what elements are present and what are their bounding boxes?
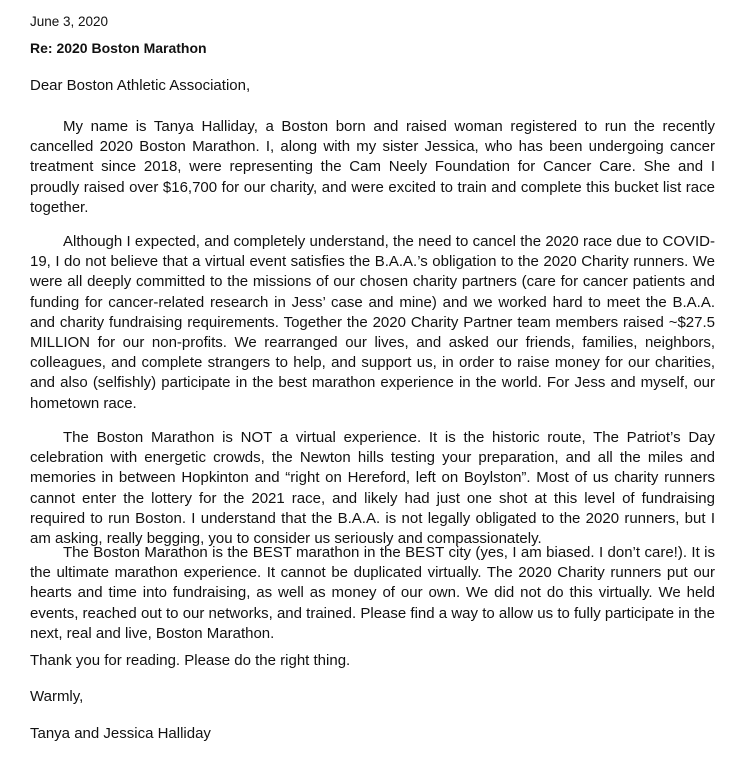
paragraph-fundraising: Although I expected, and completely understand, the need to cancel the 2020 race due to COVID-19, I do not believe that a virtual event satisfies the B.A.A.’s obligation to the 2020 Charity runners. We were all deeply committed to the missions of our chosen charity partners (care for cancer patients and funding for cancer-related research in Jess’ case and mine) and we worked hard to meet the B.A.A. and charity fundraising requirements. Together the 2020 Charity Partner team members raised ~$27.5 MILLION for our non-profits. We rearranged our lives, and asked our friends, families, neighbors, colleagues, and complete strangers to help, and support us, in order to raise money for our charities, and also (selfishly) participate in the best marathon experience in the world. For Jess and myself, our hometown race.: [30, 233, 715, 412]
thanks-line: Thank you for reading. Please do the right thing.: [30, 652, 351, 669]
paragraph-best-marathon: The Boston Marathon is the BEST marathon in the BEST city (yes, I am biased. I don’t care!). It is the ultimate marathon experience. It cannot be duplicated virtually. The 2020 Charity runners put our hearts and time into fundraising, as well as money of our own. We did not do this virtually. We held events, reached out to our networks, and trained. Please find a way to allow us to fully participate in the next, real and live, Boston Marathon.: [30, 544, 715, 642]
closing: Warmly,: [30, 688, 84, 705]
letter-subject: Re: 2020 Boston Marathon: [30, 40, 207, 56]
letter-date: June 3, 2020: [30, 14, 109, 29]
paragraph-intro: My name is Tanya Halliday, a Boston born and raised woman registered to run the recently cancelled 2020 Boston Marathon. I, along with my sister Jessica, who has been undergoing cancer treatment since 2018, were representing the Cam Neely Foundation for Cancer Care. She and I proudly raised over $16,700 for our charity, and were excited to train and complete this bucket list race together.: [30, 118, 715, 216]
salutation: Dear Boston Athletic Association,: [30, 77, 251, 94]
signature: Tanya and Jessica Halliday: [30, 725, 211, 742]
paragraph-not-virtual: The Boston Marathon is NOT a virtual experience. It is the historic route, The Patriot’s Day celebration with energetic crowds, the Newton hills testing your preparation, and all the miles and memories in between Hopkinton and “right on Hereford, left on Boylston”. Most of us charity runners cannot enter the lottery for the 2021 race, and likely had just one shot at this level of fundraising required to run Boston. I understand that the B.A.A. is not legally obligated to the 2020 runners, but I am asking, really begging, you to consider us seriously and compassionately.: [30, 429, 715, 548]
